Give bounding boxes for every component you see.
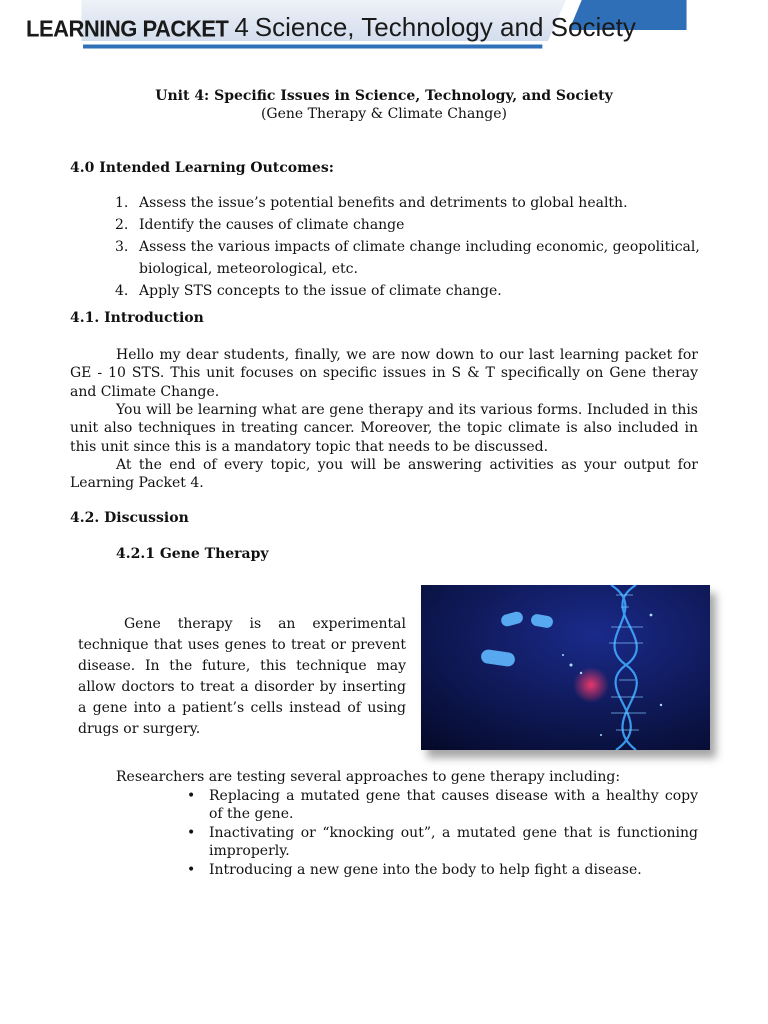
outcome-item [115, 214, 705, 236]
bullet-icon: • [187, 861, 196, 878]
outcome-text: Assess the various impacts of climate change including economic, geopolitical, biological, meteorological, etc. [139, 239, 700, 277]
learning-packet-label: LEARNING PACKET [26, 15, 229, 42]
bullet-icon: • [187, 824, 196, 841]
discussion-heading: 4.2. Discussion [70, 510, 189, 526]
list-item [185, 787, 698, 824]
subject-title: Science, Technology and Society [254, 12, 636, 42]
outcomes-heading: 4.0 Intended Learning Outcomes: [70, 160, 334, 176]
outcome-text: Identify the causes of climate change [139, 217, 405, 233]
approach-text: Introducing a new gene into the body to help fight a disease. [209, 861, 642, 878]
outcome-number: 1. [115, 195, 129, 211]
approaches-intro: Researchers are testing several approaches to gene therapy including: [116, 769, 621, 785]
outcome-item [115, 280, 705, 302]
outcome-text: Assess the issue’s potential benefits and detriments to global health. [139, 195, 628, 211]
intro-paragraph-2: You will be learning what are gene therapy and its various forms. Included in this unit also techniques in treating cancer. Moreover, the topic climate is also included in this unit since this is a mandatory topic that needs to be discussed. [70, 402, 698, 455]
dna-illustration [421, 585, 710, 750]
approach-text: Inactivating or “knocking out”, a mutated gene that is functioning improperly. [209, 824, 698, 860]
outcome-number: 3. [115, 239, 129, 255]
unit-subtitle: (Gene Therapy & Climate Change) [260, 106, 508, 122]
intro-paragraph-1: Hello my dear students, finally, we are now down to our last learning packet for GE - 10 STS. This unit focuses on specific issues in S & T specifically on Gene theray and Climate Change. [70, 347, 698, 400]
outcome-item [115, 192, 705, 214]
page-number: 36 [725, 12, 742, 29]
outcome-number: 2. [115, 217, 129, 233]
list-item [185, 824, 698, 861]
outcome-text: Apply STS concepts to the issue of climate change. [139, 283, 502, 299]
outcome-item [115, 236, 705, 280]
outcome-number: 4. [115, 283, 129, 299]
page-header [0, 0, 768, 66]
header-title [26, 12, 636, 43]
bullet-icon: • [187, 788, 196, 804]
list-item [185, 861, 698, 879]
intro-paragraph-3: At the end of every topic, you will be answering activities as your output for Learning Packet 4. [70, 457, 698, 492]
approaches-list [185, 787, 698, 879]
unit-title: Unit 4: Specific Issues in Science, Technology, and Society [155, 88, 613, 104]
packet-number: 4 [234, 12, 249, 42]
gene-therapy-heading: 4.2.1 Gene Therapy [116, 546, 269, 562]
gene-therapy-paragraph: Gene therapy is an experimental technique that uses genes to treat or prevent disease. In the future, this technique may allow doctors to treat a disorder by inserting a gene into a patient’s cells instead of using drugs or surgery. [78, 616, 406, 737]
approach-text: Replacing a mutated gene that causes disease with a healthy copy of the gene. [209, 788, 698, 823]
outcomes-list [115, 192, 705, 302]
introduction-heading: 4.1. Introduction [70, 310, 204, 326]
